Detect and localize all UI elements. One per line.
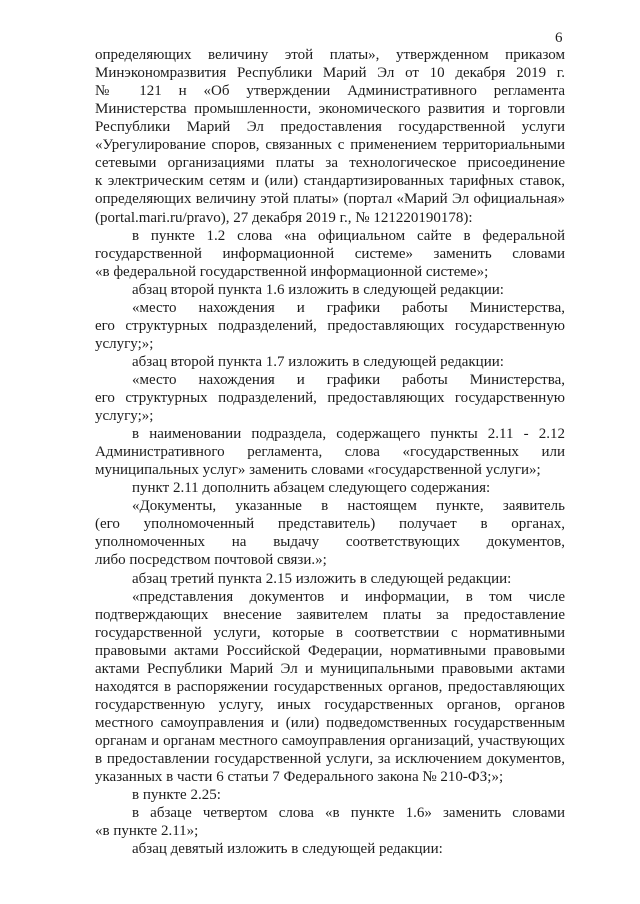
text-line: либо посредством почтовой связи.»; <box>95 552 327 569</box>
text-line: «Урегулирование споров, связанных с применением территориальными <box>95 137 565 154</box>
text-line: находятся в распоряжении государственных органов, предоставляющих <box>95 678 565 695</box>
text-line: его структурных подразделений, предоставляющих государственную <box>95 317 565 334</box>
text-line: в пункте 2.25: <box>132 787 221 804</box>
text-line: Минэкономразвития Республики Марий Эл от 10 декабря 2019 г. <box>95 65 565 81</box>
text-line: № 121 н «Об утверждении Административного регламента <box>95 83 565 100</box>
text-line: определяющих величину этой платы», утвержденном приказом <box>95 47 565 63</box>
text-line: «место нахождения и графики работы Министерства, <box>132 371 565 388</box>
text-line: «представления документов и информации, в том числе <box>132 588 565 605</box>
text-line: местного самоуправления и (или) подведомственных государственным <box>95 714 565 731</box>
text-line: указанных в части 6 статьи 7 Федерального закона № 210-ФЗ;»; <box>95 769 504 785</box>
text-line: муниципальных услуг» заменить словами «государственной услуги»; <box>95 462 541 479</box>
text-line: в предоставлении государственной услуги, за исключением документов, <box>95 751 565 767</box>
text-line: государственной услуги, которые в соответствии с нормативными <box>95 624 565 641</box>
text-line: в пункте 1.2 слова «на официальном сайте в федеральной <box>132 227 565 244</box>
text-line: пункт 2.11 дополнить абзацем следующего содержания: <box>132 480 491 497</box>
text-line: услугу;»; <box>95 335 154 352</box>
page-number: 6 <box>555 30 563 46</box>
text-line: актами Республики Марий Эл и муниципальными правовыми актами <box>95 660 565 677</box>
text-line: его структурных подразделений, предоставляющих государственную <box>95 389 565 406</box>
text-line: «место нахождения и графики работы Министерства, <box>132 299 565 316</box>
text-line: определяющих величину этой платы» (портал «Марий Эл официальная» <box>95 191 565 208</box>
text-line: в наименовании подраздела, содержащего пункты 2.11 - 2.12 <box>132 426 565 443</box>
text-line: правовыми актами Российской Федерации, нормативными правовыми <box>95 642 565 659</box>
text-line: «Документы, указанные в настоящем пункте, заявитель <box>132 498 565 515</box>
text-line: услугу;»; <box>95 408 154 424</box>
text-line: сетевыми организациями платы за технологическое присоединение <box>95 155 565 172</box>
text-line: подтверждающих внесение заявителем платы за предоставление <box>95 606 565 623</box>
text-line: «в федеральной государственной информационной системе»; <box>95 263 489 280</box>
text-line: «в пункте 2.11»; <box>95 823 199 840</box>
text-line: (его уполномоченный представитель) получает в органах, <box>95 516 565 533</box>
text-line: абзац третий пункта 2.15 изложить в следующей редакции: <box>132 570 512 587</box>
text-line: государственной информационной системе» заменить словами <box>95 245 565 262</box>
text-line: Административного регламента, слова «государственных или <box>95 444 565 461</box>
text-line: Министерства промышленности, экономического развития и торговли <box>95 101 565 118</box>
text-line: Республики Марий Эл предоставления государственной услуги <box>95 119 565 136</box>
text-line: (portal.mari.ru/pravo), 27 декабря 2019 г., № 121220190178): <box>95 209 473 226</box>
text-line: к электрическим сетям и (или) стандартизированных тарифных ставок, <box>95 173 565 190</box>
text-line: абзац второй пункта 1.7 изложить в следующей редакции: <box>132 353 504 370</box>
text-line: абзац девятый изложить в следующей редакции: <box>132 841 443 858</box>
text-line: в абзаце четвертом слова «в пункте 1.6» заменить словами <box>132 805 565 822</box>
text-line: уполномоченных на выдачу соответствующих документов, <box>95 534 565 551</box>
text-line: государственную услугу, иных государственных органов, органов <box>95 696 565 713</box>
text-line: абзац второй пункта 1.6 изложить в следующей редакции: <box>132 281 504 298</box>
text-line: органам и органам местного самоуправления организаций, участвующих <box>95 732 565 749</box>
